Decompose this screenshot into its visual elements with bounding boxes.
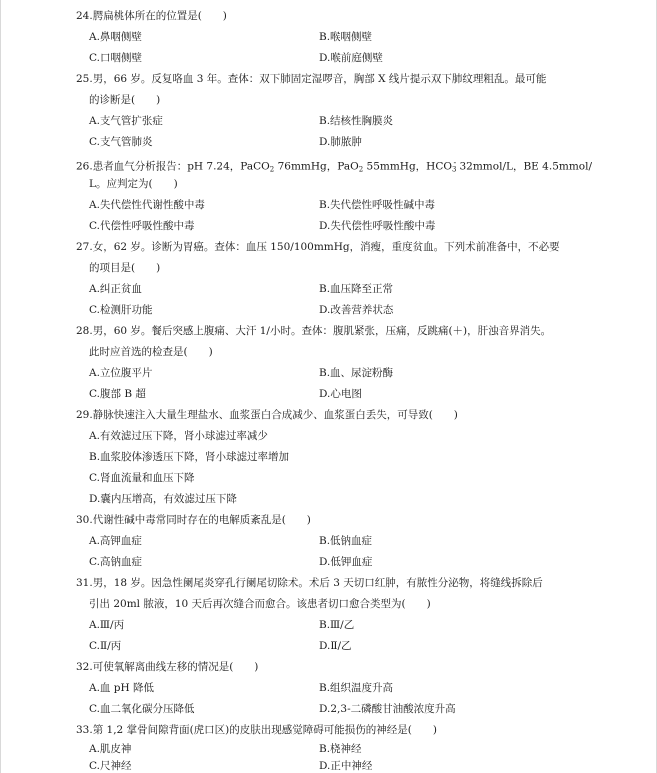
question-27-option-c: C.检测肝功能 (89, 304, 153, 316)
question-26-option-a: A.失代偿性代谢性酸中毒 (89, 199, 205, 211)
question-26-stem: 26.患者血气分析报告：pH 7.24，PaCO$_2$ 76mmHg，PaO$_2$ 55mmHg，$HCO_3^-$ 32mmol/L，BE 4.5mmol/ (76, 158, 593, 174)
question-33-option-a: A.肌皮神 (89, 743, 132, 755)
question-31-option-b: B.Ⅲ/乙 (319, 619, 355, 631)
question-29-stem: 29.静脉快速注入大量生理盐水、血浆蛋白合成减少、血浆蛋白丢失，可导致( ) (76, 409, 458, 421)
question-25-option-c: C.支气管肺炎 (89, 136, 153, 148)
question-28-option-a: A.立位腹平片 (89, 367, 153, 379)
question-27-option-d: D.改善营养状态 (319, 304, 394, 316)
question-25-option-b: B.结核性胸膜炎 (319, 115, 394, 127)
question-31-option-d: D.Ⅱ/乙 (319, 640, 352, 652)
question-31-stem-continued: 引出 20ml 脓液，10 天后再次缝合而愈合。该患者切口愈合类型为( ) (89, 598, 431, 610)
question-28-option-b: B.血、尿淀粉酶 (319, 367, 394, 379)
question-28-stem-continued: 此时应首选的检查是( ) (89, 346, 213, 358)
question-32-stem: 32.可使氧解离曲线左移的情况是( ) (76, 661, 259, 673)
question-26-option-c: C.代偿性呼吸性酸中毒 (89, 220, 195, 232)
question-24-stem: 24.腭扁桃体所在的位置是( ) (76, 10, 227, 22)
question-24-option-d: D.喉前庭侧壁 (319, 52, 383, 64)
question-32-option-b: B.组织温度升高 (319, 682, 394, 694)
question-30-option-d: D.低钾血症 (319, 556, 373, 568)
question-32-option-d: D.2,3-二磷酸甘油酸浓度升高 (319, 703, 456, 715)
question-33-stem: 33.第 1,2 掌骨间隙背面(虎口区)的皮肤出现感觉障碍可能损伤的神经是( ) (76, 724, 437, 736)
question-29-option-b: B.血浆胶体渗透压下降，肾小球滤过率增加 (89, 451, 290, 463)
question-32-option-a: A.血 pH 降低 (89, 682, 154, 694)
question-29-option-c: C.肾血流量和血压下降 (89, 472, 195, 484)
question-24-option-c: C.口咽侧壁 (89, 52, 142, 64)
question-24-option-a: A.鼻咽侧壁 (89, 31, 142, 43)
question-28-stem: 28.男，60 岁。餐后突感上腹痛、大汗 1/小时。查体：腹肌紧张，压痛，反跳痛(＋)，肝浊音界消失。 (76, 325, 552, 337)
question-24-option-b: B.喉咽侧壁 (319, 31, 373, 43)
question-29-option-a: A.有效滤过压下降，肾小球滤过率减少 (89, 430, 268, 442)
question-33-option-d: D.正中神经 (319, 760, 373, 772)
question-32-option-c: C.血二氧化碳分压降低 (89, 703, 195, 715)
question-27-option-a: A.纠正贫血 (89, 283, 142, 295)
question-25-option-d: D.肺脓肿 (319, 136, 362, 148)
question-33-option-b: B.桡神经 (319, 743, 362, 755)
question-31-stem: 31.男，18 岁。因急性阑尾炎穿孔行阑尾切除术。术后 3 天切口红肿，有脓性分泌物，将缝线拆除后 (76, 577, 543, 589)
question-33-option-c: C.尺神经 (89, 760, 132, 772)
question-26-option-d: D.失代偿性呼吸性酸中毒 (319, 220, 436, 232)
question-29-option-d: D.囊内压增高，有效滤过压下降 (89, 493, 237, 505)
question-27-stem-continued: 的项目是( ) (89, 262, 161, 274)
question-25-stem: 25.男，66 岁。反复咯血 3 年。查体：双下肺固定湿啰音，胸部 X 线片提示双下肺纹理粗乱。最可能 (76, 73, 547, 85)
question-30-option-a: A.高钾血症 (89, 535, 142, 547)
question-25-stem-continued: 的诊断是( ) (89, 94, 161, 106)
question-30-stem: 30.代谢性碱中毒常同时存在的电解质紊乱是( ) (76, 514, 311, 526)
question-31-option-c: C.Ⅱ/丙 (89, 640, 122, 652)
question-30-option-b: B.低钠血症 (319, 535, 373, 547)
question-26-option-b: B.失代偿性呼吸性碱中毒 (319, 199, 436, 211)
question-30-option-c: C.高钠血症 (89, 556, 142, 568)
question-25-option-a: A.支气管扩张症 (89, 115, 163, 127)
question-31-option-a: A.Ⅲ/丙 (89, 619, 125, 631)
question-27-stem: 27.女，62 岁。诊断为胃癌。查体：血压 150/100mmHg，消瘦，重度贫血。下列术前准备中，不必要 (76, 241, 560, 253)
question-27-option-b: B.血压降至正常 (319, 283, 394, 295)
question-28-option-d: D.心电图 (319, 388, 362, 400)
question-28-option-c: C.腹部 B 超 (89, 388, 146, 400)
question-26-stem-continued: L。应判定为( ) (89, 178, 178, 190)
